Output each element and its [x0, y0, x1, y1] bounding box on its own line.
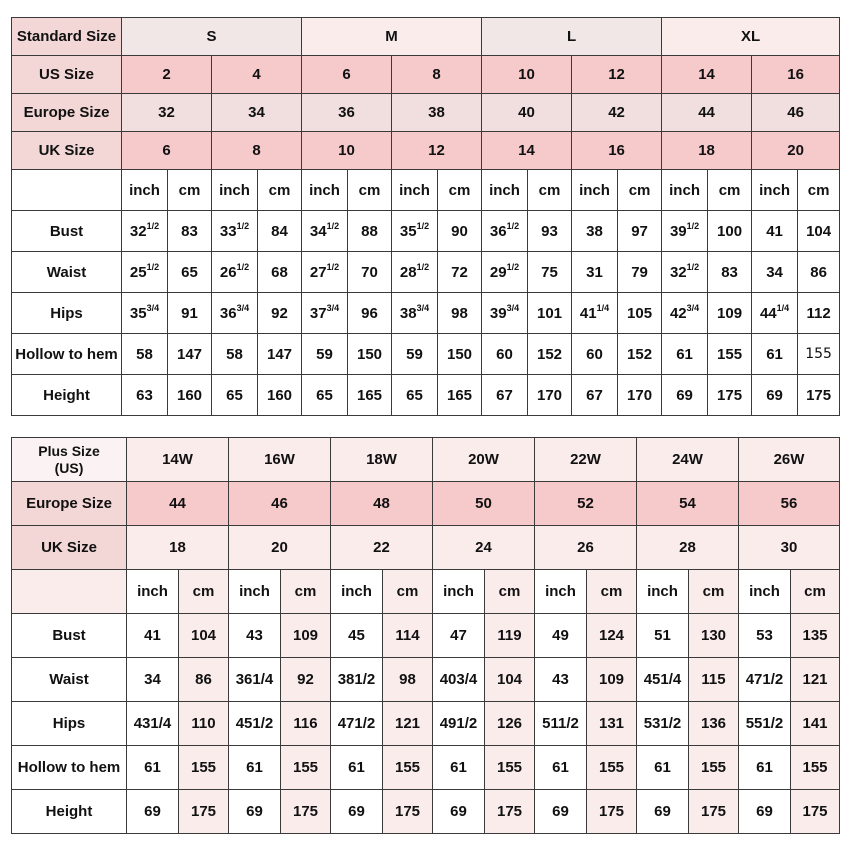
- measure-value: $35^{1/2}$: [392, 211, 438, 252]
- measure-label: Hollow to hem: [12, 746, 127, 790]
- measure-value: 175: [383, 790, 433, 834]
- us-size-row-value: 10: [482, 56, 572, 94]
- measure-row: [12, 702, 840, 746]
- unit-inch: inch: [752, 170, 798, 211]
- measure-value: 34: [752, 252, 798, 293]
- fraction-superscript: 3/4: [326, 302, 340, 313]
- fraction-superscript: 3/4: [686, 302, 700, 313]
- unit-cm: cm: [587, 570, 637, 614]
- europe-size-row-value: 54: [637, 482, 739, 526]
- measure-value: 31: [572, 252, 618, 293]
- plus-size-header: 14W: [127, 438, 229, 482]
- measure-value: 69: [662, 375, 708, 416]
- measure-value: 152: [528, 334, 572, 375]
- unit-inch: inch: [433, 570, 485, 614]
- measure-value: 59: [302, 334, 348, 375]
- measure-value: 175: [689, 790, 739, 834]
- measure-value: 105: [618, 293, 662, 334]
- fraction-superscript: 1/2: [416, 261, 430, 272]
- europe-size-row-value: 46: [229, 482, 331, 526]
- uk-size-row-value: 8: [212, 132, 302, 170]
- uk-size-row-value: 12: [392, 132, 482, 170]
- fraction-superscript: 1/4: [776, 302, 790, 313]
- unit-inch: inch: [212, 170, 258, 211]
- uk-size-row-value: 30: [739, 526, 840, 570]
- measure-value: 61: [433, 746, 485, 790]
- measure-value: 155: [587, 746, 637, 790]
- unit-row: [12, 170, 840, 211]
- measure-value: 109: [281, 614, 331, 658]
- measure-value: 61: [739, 746, 791, 790]
- measure-value: 60: [572, 334, 618, 375]
- uk-size-row-value: 28: [637, 526, 739, 570]
- measure-value: 67: [572, 375, 618, 416]
- measure-value: 147: [168, 334, 212, 375]
- measure-value: $37^{3/4}$: [302, 293, 348, 334]
- measure-value: 72: [438, 252, 482, 293]
- unit-inch: inch: [229, 570, 281, 614]
- measure-value: 160: [168, 375, 212, 416]
- measure-value: 104: [485, 658, 535, 702]
- measure-value: 69: [331, 790, 383, 834]
- measure-value: 150: [348, 334, 392, 375]
- measure-value: 65: [168, 252, 212, 293]
- standard-size-label: Standard Size: [12, 18, 122, 56]
- europe-size-row: [12, 94, 840, 132]
- unit-cm: cm: [438, 170, 482, 211]
- us-size-row-value: 6: [302, 56, 392, 94]
- measure-value: 61: [752, 334, 798, 375]
- measure-value: 61: [127, 746, 179, 790]
- measure-value: 121: [791, 658, 840, 702]
- measure-value: 104: [798, 211, 840, 252]
- unit-cm: cm: [281, 570, 331, 614]
- measure-value: 471/2: [331, 702, 383, 746]
- us-size-row-value: 16: [752, 56, 840, 94]
- measure-value: 41: [752, 211, 798, 252]
- measure-value: 141: [791, 702, 840, 746]
- fraction-superscript: 1/2: [686, 220, 700, 231]
- measure-label: Height: [12, 790, 127, 834]
- measure-value: $39^{3/4}$: [482, 293, 528, 334]
- measure-value: 98: [438, 293, 482, 334]
- measure-value: 92: [281, 658, 331, 702]
- measure-value: 90: [438, 211, 482, 252]
- measure-value: 60: [482, 334, 528, 375]
- measure-value: $36^{1/2}$: [482, 211, 528, 252]
- fraction-superscript: 3/4: [416, 302, 430, 313]
- uk-size-row-value: 24: [433, 526, 535, 570]
- measure-value: 43: [535, 658, 587, 702]
- measure-value: 98: [383, 658, 433, 702]
- measure-value: 65: [302, 375, 348, 416]
- us-size-row: [12, 56, 840, 94]
- fraction-superscript: 1/2: [146, 261, 160, 272]
- measure-value: 68: [258, 252, 302, 293]
- measure-value: 119: [485, 614, 535, 658]
- measure-value: 155: [383, 746, 433, 790]
- unit-inch: inch: [392, 170, 438, 211]
- measure-value: 155: [791, 746, 840, 790]
- measure-value: 100: [708, 211, 752, 252]
- fraction-superscript: 3/4: [146, 302, 160, 313]
- measure-value: 109: [708, 293, 752, 334]
- us-size-row-value: 8: [392, 56, 482, 94]
- fraction-superscript: 3/4: [506, 302, 520, 313]
- measure-value: 147: [258, 334, 302, 375]
- unit-cm: cm: [348, 170, 392, 211]
- measure-value: 175: [485, 790, 535, 834]
- europe-size-row-value: 36: [302, 94, 392, 132]
- europe-size-row-value: 44: [662, 94, 752, 132]
- measure-value: 152: [618, 334, 662, 375]
- measure-value: 431/4: [127, 702, 179, 746]
- europe-size-row-value: 48: [331, 482, 433, 526]
- measure-value: $34^{1/2}$: [302, 211, 348, 252]
- uk-size-row-value: 10: [302, 132, 392, 170]
- measure-value: 110: [179, 702, 229, 746]
- fraction-superscript: 1/2: [326, 261, 340, 272]
- uk-size-row-value: 22: [331, 526, 433, 570]
- size-header: M: [302, 18, 482, 56]
- measure-value: 361/4: [229, 658, 281, 702]
- measure-value: 116: [281, 702, 331, 746]
- measure-value: $32^{1/2}$: [122, 211, 168, 252]
- europe-size-row-label: Europe Size: [12, 482, 127, 526]
- europe-size-row-value: 46: [752, 94, 840, 132]
- measure-label: Hips: [12, 702, 127, 746]
- europe-size-row-value: 34: [212, 94, 302, 132]
- measure-value: $42^{3/4}$: [662, 293, 708, 334]
- measure-value: 451/4: [637, 658, 689, 702]
- fraction-superscript: 3/4: [236, 302, 250, 313]
- measure-value: 175: [587, 790, 637, 834]
- plus-size-header: 26W: [739, 438, 840, 482]
- plus-size-header: 16W: [229, 438, 331, 482]
- measure-value: 67: [482, 375, 528, 416]
- measure-value: 165: [348, 375, 392, 416]
- uk-size-row-value: 20: [229, 526, 331, 570]
- unit-cm: cm: [179, 570, 229, 614]
- measure-value: 114: [383, 614, 433, 658]
- unit-inch: inch: [482, 170, 528, 211]
- unit-row: [12, 570, 840, 614]
- unit-inch: inch: [637, 570, 689, 614]
- measure-value: 124: [587, 614, 637, 658]
- measure-value: 155: [689, 746, 739, 790]
- measure-value: 531/2: [637, 702, 689, 746]
- measure-label: Hollow to hem: [12, 334, 122, 375]
- unit-inch: inch: [662, 170, 708, 211]
- plus-size-table: [11, 437, 840, 834]
- measure-value: 511/2: [535, 702, 587, 746]
- europe-size-row-label: Europe Size: [12, 94, 122, 132]
- measure-row: [12, 293, 840, 334]
- header-row: [12, 18, 840, 56]
- measure-value: 135: [791, 614, 840, 658]
- europe-size-row: [12, 482, 840, 526]
- measure-value: 131: [587, 702, 637, 746]
- fraction-superscript: 1/2: [236, 261, 250, 272]
- measure-value: $39^{1/2}$: [662, 211, 708, 252]
- measure-value: 155: [708, 334, 752, 375]
- measure-row: [12, 614, 840, 658]
- plus-size-header: 22W: [535, 438, 637, 482]
- measure-row: [12, 790, 840, 834]
- unit-cm: cm: [791, 570, 840, 614]
- measure-label: Height: [12, 375, 122, 416]
- measure-value: 403/4: [433, 658, 485, 702]
- measure-row: [12, 746, 840, 790]
- europe-size-row-value: 52: [535, 482, 637, 526]
- measure-value: 96: [348, 293, 392, 334]
- plus-size-label-line: Plus Size: [38, 442, 100, 459]
- europe-size-row-value: 40: [482, 94, 572, 132]
- measure-value: 491/2: [433, 702, 485, 746]
- measure-value: 83: [168, 211, 212, 252]
- measure-value: 63: [122, 375, 168, 416]
- measure-value: 41: [127, 614, 179, 658]
- measure-value: 75: [528, 252, 572, 293]
- uk-size-row-value: 16: [572, 132, 662, 170]
- uk-size-row-value: 20: [752, 132, 840, 170]
- measure-value: $35^{3/4}$: [122, 293, 168, 334]
- measure-value: 69: [535, 790, 587, 834]
- measure-value: 170: [618, 375, 662, 416]
- header-row: [12, 438, 840, 482]
- measure-value: 109: [587, 658, 637, 702]
- plus-size-header: 18W: [331, 438, 433, 482]
- measure-value: 104: [179, 614, 229, 658]
- fraction-superscript: 1/2: [416, 220, 430, 231]
- measure-value: 61: [637, 746, 689, 790]
- measure-value: 69: [739, 790, 791, 834]
- unit-inch: inch: [739, 570, 791, 614]
- plus-size-label-line: (US): [54, 459, 84, 476]
- measure-value: 155: [798, 334, 840, 375]
- measure-row: [12, 252, 840, 293]
- plus-size-header: 20W: [433, 438, 535, 482]
- measure-value: $38^{3/4}$: [392, 293, 438, 334]
- measure-value: 61: [229, 746, 281, 790]
- measure-value: 115: [689, 658, 739, 702]
- measure-value: 175: [791, 790, 840, 834]
- measure-value: 34: [127, 658, 179, 702]
- fraction-superscript: 1/2: [686, 261, 700, 272]
- measure-value: 86: [798, 252, 840, 293]
- measure-value: 130: [689, 614, 739, 658]
- measure-value: 45: [331, 614, 383, 658]
- measure-value: 65: [212, 375, 258, 416]
- fraction-superscript: 1/2: [236, 220, 250, 231]
- unit-cm: cm: [258, 170, 302, 211]
- measure-value: 69: [127, 790, 179, 834]
- uk-size-row-value: 14: [482, 132, 572, 170]
- measure-value: 49: [535, 614, 587, 658]
- measure-value: 97: [618, 211, 662, 252]
- measure-value: 150: [438, 334, 482, 375]
- size-header: L: [482, 18, 662, 56]
- uk-size-row-label: UK Size: [12, 132, 122, 170]
- measure-value: 175: [179, 790, 229, 834]
- unit-inch: inch: [535, 570, 587, 614]
- measure-row: [12, 375, 840, 416]
- measure-value: 451/2: [229, 702, 281, 746]
- measure-value: 86: [179, 658, 229, 702]
- unit-cm: cm: [618, 170, 662, 211]
- measure-value: 121: [383, 702, 433, 746]
- unit-row-blank: [12, 570, 127, 614]
- measure-value: 84: [258, 211, 302, 252]
- measure-value: 175: [281, 790, 331, 834]
- measure-value: 88: [348, 211, 392, 252]
- us-size-row-label: US Size: [12, 56, 122, 94]
- uk-size-row: [12, 526, 840, 570]
- us-size-row-value: 12: [572, 56, 662, 94]
- uk-size-row-value: 6: [122, 132, 212, 170]
- uk-size-row-value: 26: [535, 526, 637, 570]
- measure-label: Waist: [12, 252, 122, 293]
- uk-size-row: [12, 132, 840, 170]
- size-header: S: [122, 18, 302, 56]
- measure-value: 47: [433, 614, 485, 658]
- measure-value: 170: [528, 375, 572, 416]
- measure-value: 79: [618, 252, 662, 293]
- measure-value: $28^{1/2}$: [392, 252, 438, 293]
- standard-size-table: [11, 17, 840, 416]
- unit-inch: inch: [572, 170, 618, 211]
- measure-value: 69: [229, 790, 281, 834]
- measure-value: 160: [258, 375, 302, 416]
- us-size-row-value: 4: [212, 56, 302, 94]
- fraction-superscript: 1/2: [146, 220, 160, 231]
- measure-value: 58: [212, 334, 258, 375]
- measure-label: Bust: [12, 614, 127, 658]
- measure-value: 61: [535, 746, 587, 790]
- measure-value: 381/2: [331, 658, 383, 702]
- measure-value: 51: [637, 614, 689, 658]
- unit-cm: cm: [485, 570, 535, 614]
- measure-value: 93: [528, 211, 572, 252]
- uk-size-row-value: 18: [662, 132, 752, 170]
- measure-value: $41^{1/4}$: [572, 293, 618, 334]
- measure-value: 551/2: [739, 702, 791, 746]
- measure-value: $25^{1/2}$: [122, 252, 168, 293]
- fraction-superscript: 1/2: [506, 220, 520, 231]
- unit-row-blank: [12, 170, 122, 211]
- measure-value: 70: [348, 252, 392, 293]
- uk-size-row-value: 18: [127, 526, 229, 570]
- measure-value: 136: [689, 702, 739, 746]
- europe-size-row-value: 56: [739, 482, 840, 526]
- measure-value: $44^{1/4}$: [752, 293, 798, 334]
- measure-value: 69: [752, 375, 798, 416]
- europe-size-row-value: 50: [433, 482, 535, 526]
- measure-label: Hips: [12, 293, 122, 334]
- europe-size-row-value: 32: [122, 94, 212, 132]
- plus-size-header: 24W: [637, 438, 739, 482]
- measure-value: 38: [572, 211, 618, 252]
- europe-size-row-value: 44: [127, 482, 229, 526]
- measure-value: $33^{1/2}$: [212, 211, 258, 252]
- unit-inch: inch: [331, 570, 383, 614]
- plus-size-label: [12, 438, 127, 482]
- measure-value: 43: [229, 614, 281, 658]
- measure-value: 165: [438, 375, 482, 416]
- fraction-superscript: 1/2: [326, 220, 340, 231]
- fraction-superscript: 1/4: [596, 302, 610, 313]
- measure-value: 155: [281, 746, 331, 790]
- measure-value: $27^{1/2}$: [302, 252, 348, 293]
- measure-value: 69: [637, 790, 689, 834]
- measure-value: 61: [331, 746, 383, 790]
- us-size-row-value: 2: [122, 56, 212, 94]
- measure-value: 155: [485, 746, 535, 790]
- measure-value: 58: [122, 334, 168, 375]
- measure-value: 126: [485, 702, 535, 746]
- measure-value: 101: [528, 293, 572, 334]
- unit-cm: cm: [168, 170, 212, 211]
- us-size-row-value: 14: [662, 56, 752, 94]
- measure-value: 91: [168, 293, 212, 334]
- unit-cm: cm: [798, 170, 840, 211]
- unit-cm: cm: [708, 170, 752, 211]
- size-header: XL: [662, 18, 840, 56]
- unit-inch: inch: [122, 170, 168, 211]
- measure-value: 175: [798, 375, 840, 416]
- measure-label: Waist: [12, 658, 127, 702]
- measure-value: 61: [662, 334, 708, 375]
- measure-value: 83: [708, 252, 752, 293]
- measure-value: 155: [179, 746, 229, 790]
- measure-value: $29^{1/2}$: [482, 252, 528, 293]
- europe-size-row-value: 42: [572, 94, 662, 132]
- measure-value: 53: [739, 614, 791, 658]
- measure-value: 175: [708, 375, 752, 416]
- unit-inch: inch: [127, 570, 179, 614]
- unit-cm: cm: [528, 170, 572, 211]
- measure-value: 471/2: [739, 658, 791, 702]
- measure-value: $32^{1/2}$: [662, 252, 708, 293]
- measure-value: $36^{3/4}$: [212, 293, 258, 334]
- measure-value: 65: [392, 375, 438, 416]
- europe-size-row-value: 38: [392, 94, 482, 132]
- unit-inch: inch: [302, 170, 348, 211]
- measure-row: [12, 334, 840, 375]
- measure-value: 112: [798, 293, 840, 334]
- measure-value: 59: [392, 334, 438, 375]
- measure-row: [12, 211, 840, 252]
- uk-size-row-label: UK Size: [12, 526, 127, 570]
- measure-value: $26^{1/2}$: [212, 252, 258, 293]
- unit-cm: cm: [383, 570, 433, 614]
- unit-cm: cm: [689, 570, 739, 614]
- measure-row: [12, 658, 840, 702]
- measure-label: Bust: [12, 211, 122, 252]
- fraction-superscript: 1/2: [506, 261, 520, 272]
- measure-value: 69: [433, 790, 485, 834]
- measure-value: 92: [258, 293, 302, 334]
